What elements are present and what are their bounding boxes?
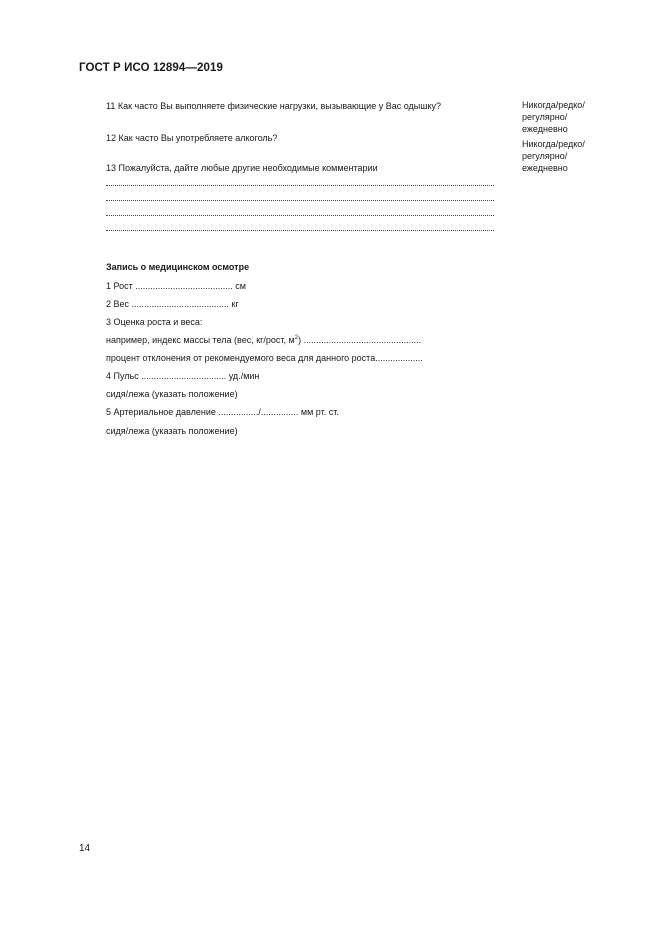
exam-bmi-prefix: например, индекс массы тела (вес, кг/рост, м — [106, 335, 295, 345]
question-12-option-line-2: регулярно/ — [522, 151, 568, 161]
question-13: 13 Пожалуйста, дайте любые другие необходимые комментарии — [106, 163, 378, 173]
question-12-option-line-3: ежедневно — [522, 163, 568, 173]
exam-bmi — [106, 335, 421, 345]
comment-line-3 — [106, 214, 494, 216]
exam-pressure-position: сидя/лежа (указать положение) — [106, 426, 238, 436]
comment-line-2 — [106, 199, 494, 201]
comment-line-4 — [106, 229, 494, 231]
question-12-option-line-1: Никогда/редко/ — [522, 139, 585, 149]
document-header: ГОСТ Р ИСО 12894—2019 — [79, 62, 224, 74]
exam-bmi-suffix: ) ............................................... — [298, 335, 422, 345]
exam-weight-deviation: процент отклонения от рекомендуемого веса для данного роста................... — [106, 353, 423, 363]
exam-pulse: 4 Пульс .................................. уд./мин — [106, 371, 260, 381]
exam-pulse-position: сидя/лежа (указать положение) — [106, 389, 238, 399]
exam-section-title: Запись о медицинском осмотре — [106, 262, 250, 272]
question-12-options — [522, 138, 585, 174]
question-11-option-line-2: регулярно/ — [522, 112, 568, 122]
exam-assessment: 3 Оценка роста и веса: — [106, 317, 203, 327]
exam-blood-pressure: 5 Артериальное давление ................/............... мм рт. ст. — [106, 407, 339, 417]
comment-line-1 — [106, 184, 494, 186]
exam-bmi-superscript: 2 — [294, 335, 299, 341]
question-11-option-line-3: ежедневно — [522, 124, 568, 134]
question-11-option-line-1: Никогда/редко/ — [522, 100, 585, 110]
question-11: 11 Как часто Вы выполняете физические нагрузки, вызывающие у Вас одышку? — [106, 101, 442, 111]
question-12: 12 Как часто Вы употребляете алкоголь? — [106, 133, 278, 143]
exam-weight: 2 Вес ....................................... кг — [106, 299, 239, 309]
question-11-options — [522, 99, 585, 135]
exam-height: 1 Рост ....................................... см — [106, 281, 246, 291]
page-number: 14 — [79, 843, 91, 854]
